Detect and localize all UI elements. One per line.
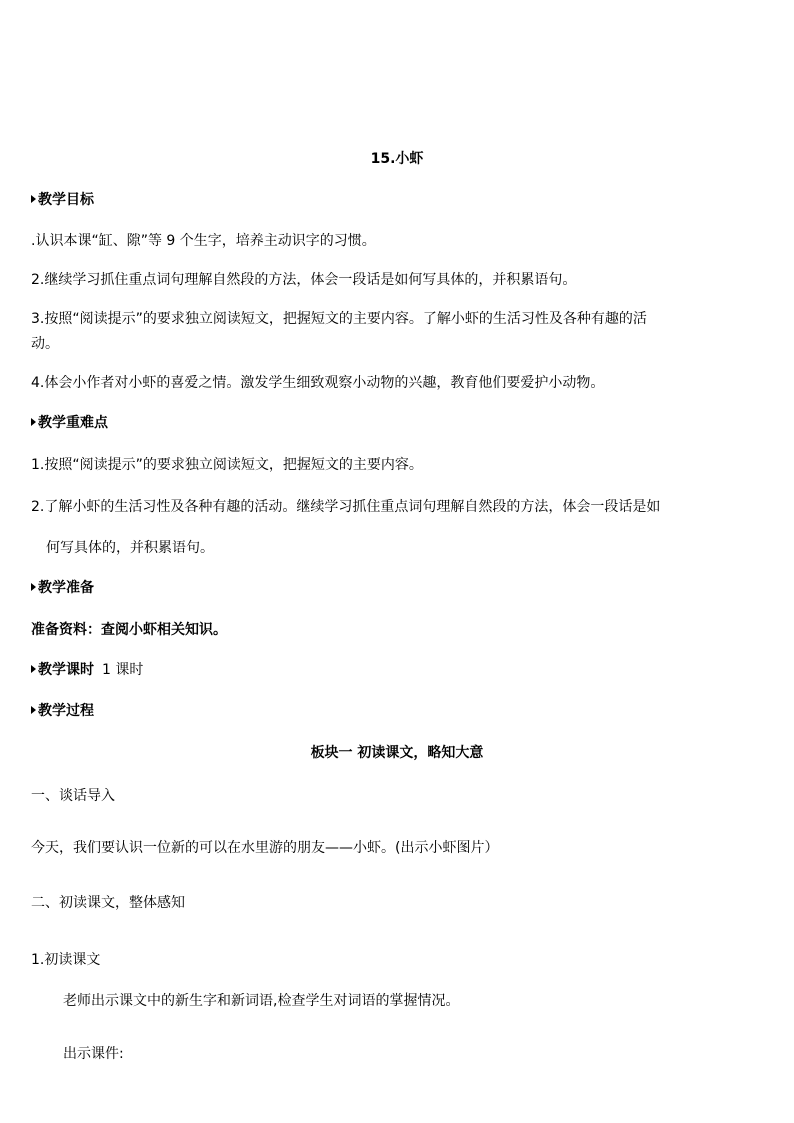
- goal-item-1: .认识本课“缸、隙”等 9 个生字，培养主动识字的习惯。: [31, 233, 376, 249]
- key-point-item-1: 1.按照“阅读提示”的要求独立阅读短文，把握短文的主要内容。: [31, 457, 423, 473]
- triangle-bullet-icon: [31, 706, 36, 714]
- step-2-text: 老师出示课文中的新生字和新词语,检查学生对词语的掌握情况。: [63, 993, 460, 1009]
- goal-item-2: 2.继续学习抓住重点词句理解自然段的方法，体会一段话是如何写具体的，并积累语句。: [31, 272, 577, 288]
- key-point-item-2: 2.了解小虾的生活习性及各种有趣的活动。继续学习抓住重点词句理解自然段的方法，体会一段话是如: [31, 499, 661, 515]
- section-heading-process: 教学过程: [31, 701, 94, 721]
- step-1-heading: 一、谈话导入: [31, 788, 115, 804]
- step-2-show: 出示课件:: [63, 1046, 124, 1062]
- triangle-bullet-icon: [31, 665, 36, 673]
- step-1-text: 今天，我们要认识一位新的可以在水里游的朋友——小虾。(出示小虾图片）: [31, 840, 499, 856]
- step-2-heading: 二、初读课文，整体感知: [31, 895, 185, 911]
- goal-item-3: 3.按照“阅读提示”的要求独立阅读短文，把握短文的主要内容。了解小虾的生活习性及各种有趣的活: [31, 311, 647, 327]
- step-2-subheading: 1.初读课文: [31, 952, 101, 968]
- section-hours: [31, 660, 143, 680]
- hours-value: 1 课时: [102, 662, 144, 678]
- page-title: 15.小虾: [370, 151, 424, 167]
- section-heading-preparation: 教学准备: [31, 578, 94, 598]
- goal-item-3-continued: 动。: [31, 336, 59, 352]
- key-point-item-2-continued: 何写具体的，并积累语句。: [46, 540, 214, 556]
- triangle-bullet-icon: [31, 195, 36, 203]
- block-title: 板块一 初读课文，略知大意: [310, 745, 484, 761]
- goal-item-4: 4.体会小作者对小虾的喜爱之情。激发学生细致观察小动物的兴趣，教育他们要爱护小动物。: [31, 375, 605, 391]
- triangle-bullet-icon: [31, 418, 36, 426]
- section-heading-hours: 教学课时: [38, 662, 94, 678]
- section-heading-key-points: 教学重难点: [31, 413, 108, 433]
- triangle-bullet-icon: [31, 583, 36, 591]
- section-heading-goals: 教学目标: [31, 190, 94, 210]
- preparation-text: 准备资料：查阅小虾相关知识。: [31, 622, 227, 638]
